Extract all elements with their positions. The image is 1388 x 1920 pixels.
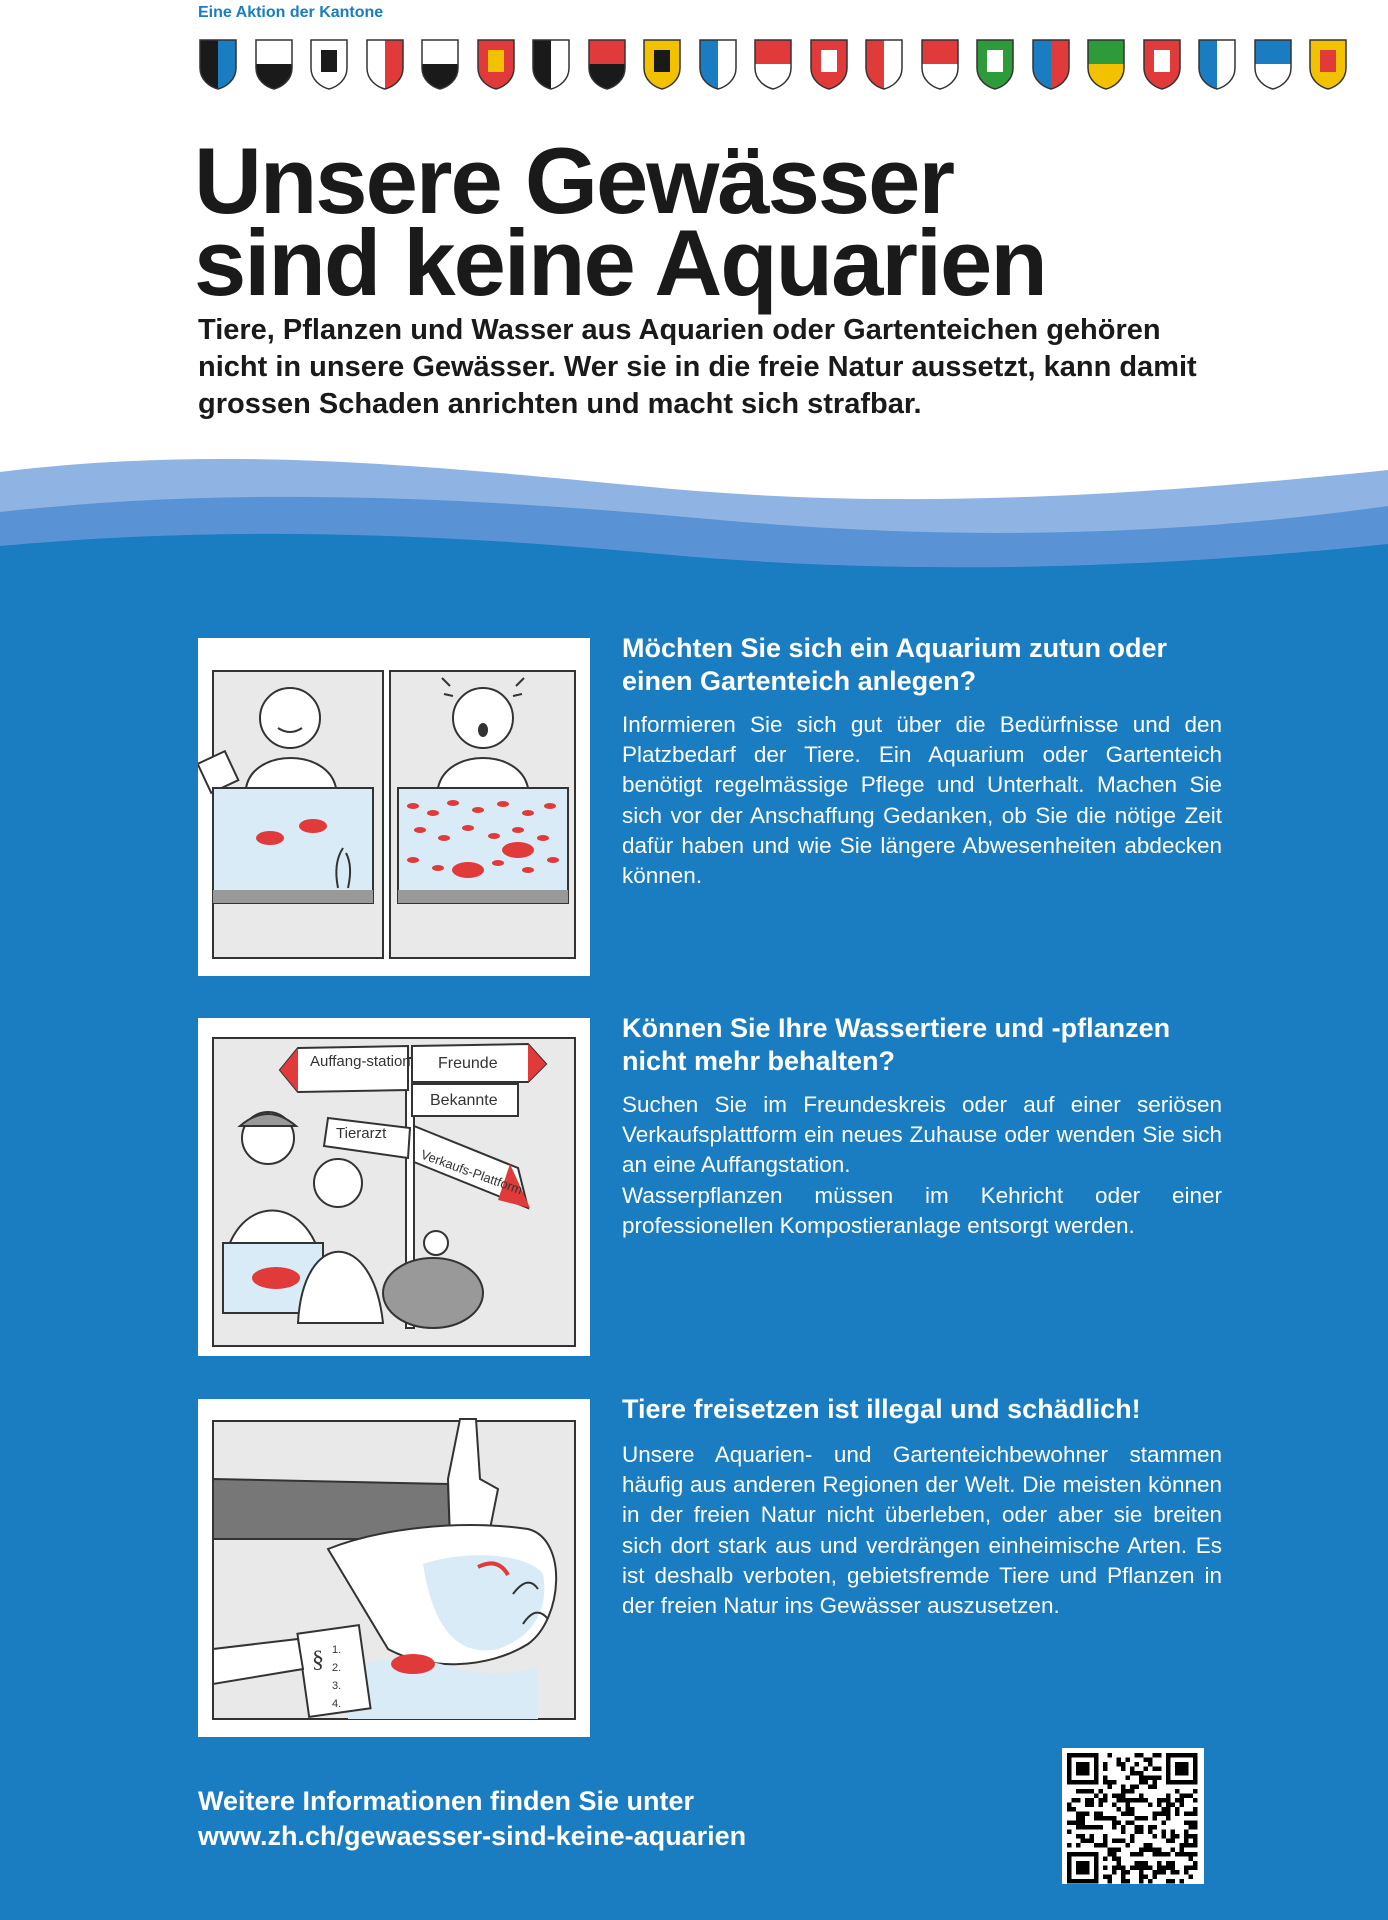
- section-heading-3: Tiere freisetzen ist illegal und schädlich!: [622, 1394, 1141, 1424]
- crest-zuerich-icon: [1253, 38, 1293, 90]
- crest-solothurn-icon: [920, 38, 960, 90]
- page-title: [194, 128, 1046, 315]
- turtle-icon: [383, 1258, 483, 1328]
- person-shocked-icon: [453, 688, 513, 748]
- crest-graubuenden-icon: [642, 38, 682, 90]
- footer-info: [198, 1784, 746, 1854]
- crest-fribourg-icon: [531, 38, 571, 90]
- canton-crests-row: [198, 38, 1353, 94]
- section-heading-2: Können Sie Ihre Wassertiere und -pflanzen nicht mehr behalten?: [622, 1013, 1171, 1076]
- illustration-release: [198, 1399, 590, 1737]
- crest-neuchatel-icon: [753, 38, 793, 90]
- title-line-1: Unsere Gewässer: [194, 128, 954, 233]
- lead-paragraph: Tiere, Pflanzen und Wasser aus Aquarien oder Gartenteichen gehören nicht in unsere Gewässer. Wer sie in die freie Natur aussetzt, kann damit grossen Schaden anrichten und macht sich strafbar.: [198, 314, 1197, 420]
- crest-appenzell-innerrhoden-icon: [309, 38, 349, 90]
- person-woman-icon: [314, 1159, 362, 1207]
- section-heading-1: Möchten Sie sich ein Aquarium zutun oder einen Gartenteich anlegen?: [622, 633, 1168, 696]
- qr-code[interactable]: [1062, 1748, 1204, 1884]
- crest-zug-icon: [1197, 38, 1237, 90]
- crest-basel-landschaft-icon: [365, 38, 405, 90]
- crest-st-gallen-icon: [975, 38, 1015, 90]
- section-body-2: Suchen Sie im Freundeskreis oder auf einer seriösen Verkaufsplattform ein neues Zuhause oder wenden Sie sich an eine Auffangstation.: [622, 1092, 1222, 1178]
- fish-icon: [391, 1654, 435, 1674]
- footer-line-1: Weitere Informationen finden Sie unter: [198, 1786, 695, 1816]
- sign-tierarzt-text: Tierarzt: [336, 1125, 387, 1142]
- crest-obwalden-icon: [809, 38, 849, 90]
- crest-nidwalden-icon: [864, 38, 904, 90]
- illustration-aquarium: [198, 638, 590, 976]
- crest-thurgau-icon: [1086, 38, 1126, 90]
- sign-auffang-text: Auffang-station: [310, 1053, 411, 1070]
- crest-liechtenstein-icon: [1308, 38, 1348, 90]
- crest-basel-stadt-icon: [420, 38, 460, 90]
- doc-item-2: 2.: [332, 1662, 342, 1674]
- doc-item-3: 3.: [332, 1680, 342, 1692]
- footer-url-link[interactable]: www.zh.ch/gewaesser-sind-keine-aquarien: [198, 1821, 747, 1851]
- sign-freunde-text: Freunde: [438, 1055, 498, 1072]
- crest-glarus-icon: [587, 38, 627, 90]
- illustration-signpost: [198, 1018, 590, 1356]
- sign-bekannte-text: Bekannte: [430, 1092, 498, 1109]
- title-line-2: sind keine Aquarien: [194, 210, 1046, 315]
- crest-wallis-icon: [1142, 38, 1182, 90]
- doc-item-1: 1.: [332, 1644, 342, 1656]
- crest-bern-icon: [476, 38, 516, 90]
- paragraph-symbol: §: [312, 1647, 324, 1673]
- doc-item-4: 4.: [332, 1698, 342, 1710]
- fish-icon: [256, 831, 284, 845]
- crest-schaffhausen-icon: [1031, 38, 1071, 90]
- crest-luzern-icon: [698, 38, 738, 90]
- section-body-3: Unsere Aquarien- und Gartenteichbewohner stammen häufig aus anderen Regionen der Welt. Die meisten können in der freien Natur nicht überleben, oder aber sie breiten sich dort stark aus und verdrängen einheimische Arten. Es ist deshalb verboten, gebietsfremde Tiere und Pflanzen in der freien Natur ins Gewässer auszusetzen.: [622, 1442, 1222, 1619]
- crest-appenzell-ausserrhoden-icon: [254, 38, 294, 90]
- section-body-1: Informieren Sie sich gut über die Bedürfnisse und den Platzbedarf der Tiere. Ein Aquarium oder Gartenteich benötigt regelmässige Pflege und Unterhalt. Machen Sie sich vor der Anschaffung Gedanken, ob Sie die nötige Zeit dafür haben und wie Sie längere Abwesenheiten abdecken können.: [622, 712, 1222, 889]
- crest-aargau-icon: [198, 38, 238, 90]
- person-calm-icon: [260, 688, 320, 748]
- section-body-2b: Wasserpflanzen müssen im Kehricht oder einer professionellen Kompostieranlage entsorgt werden.: [622, 1183, 1222, 1239]
- fish-icon: [299, 819, 327, 833]
- kicker-text: Eine Aktion der Kantone: [198, 4, 384, 21]
- sign-verkaufs-text: Verkaufs-Plattform: [418, 1146, 525, 1198]
